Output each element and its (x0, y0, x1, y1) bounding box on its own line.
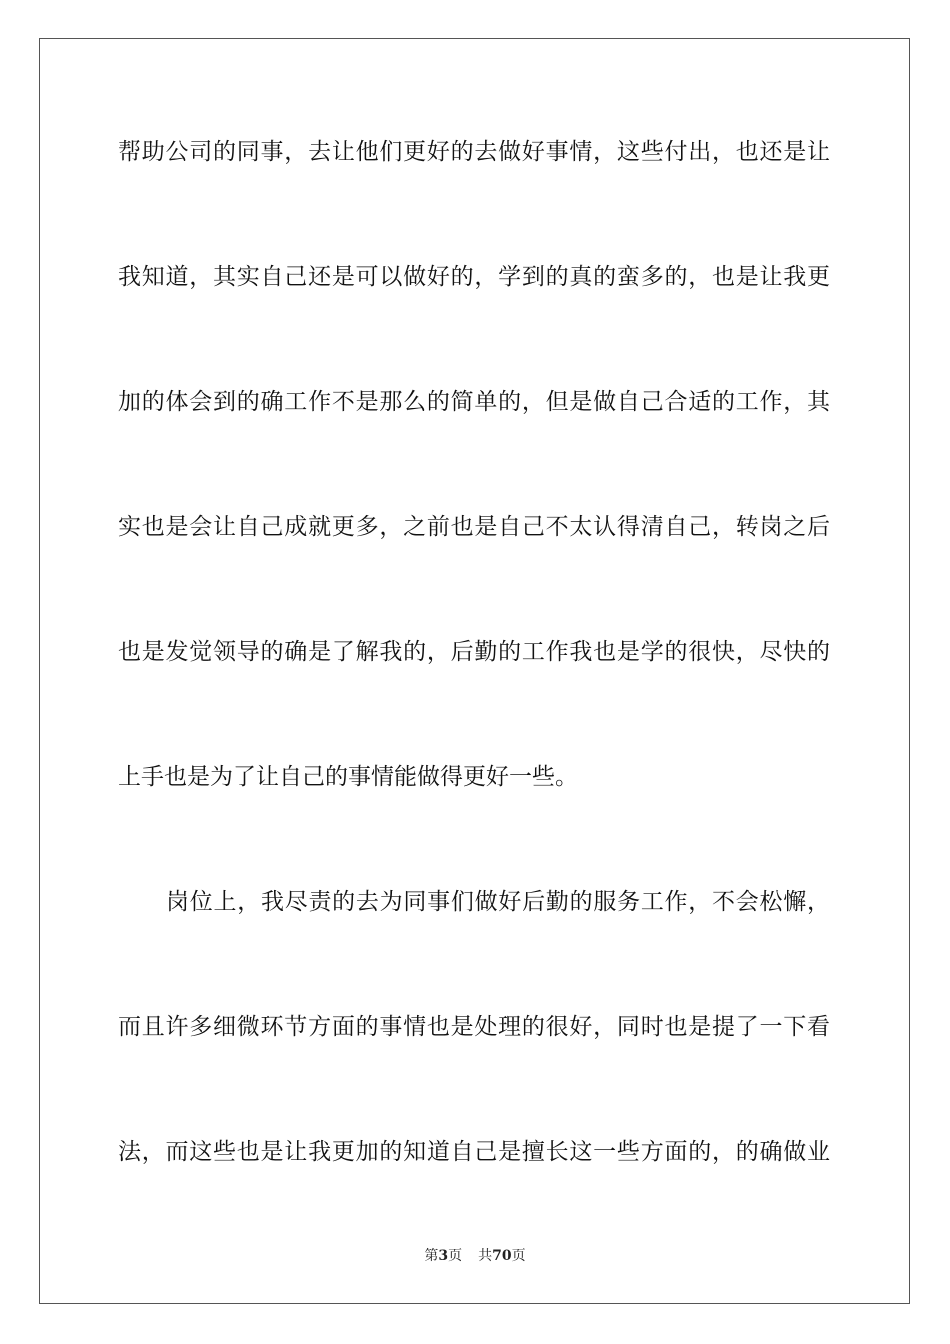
text-line-2: 我知道，其实自己还是可以做好的，学到的真的蛮多的，也是让我更 (118, 264, 830, 290)
footer-total-prefix: 共 (478, 1248, 493, 1264)
page-frame (39, 38, 910, 1304)
footer-page-prefix: 第 (424, 1248, 439, 1264)
footer-page-suffix: 页 (448, 1248, 463, 1264)
text-line-3: 加的体会到的确工作不是那么的简单的，但是做自己合适的工作，其 (118, 389, 830, 415)
text-line-5: 也是发觉领导的确是了解我的，后勤的工作我也是学的很快，尽快的 (118, 639, 830, 665)
text-line-7: 岗位上，我尽责的去为同事们做好后勤的服务工作，不会松懈， (166, 889, 830, 915)
text-line-9: 法，而这些也是让我更加的知道自己是擅长这一些方面的，的确做业 (118, 1139, 830, 1165)
footer-page-number: 3 (438, 1248, 449, 1264)
text-line-8: 而且许多细微环节方面的事情也是处理的很好，同时也是提了一下看 (118, 1014, 830, 1040)
footer-total-pages: 70 (492, 1248, 512, 1264)
text-line-4: 实也是会让自己成就更多，之前也是自己不太认得清自己，转岗之后 (118, 514, 830, 540)
text-line-1: 帮助公司的同事，去让他们更好的去做好事情，这些付出，也还是让 (118, 139, 830, 165)
footer-total-suffix: 页 (511, 1248, 526, 1264)
page-footer (0, 1246, 950, 1266)
text-line-6: 上手也是为了让自己的事情能做得更好一些。 (118, 764, 578, 790)
